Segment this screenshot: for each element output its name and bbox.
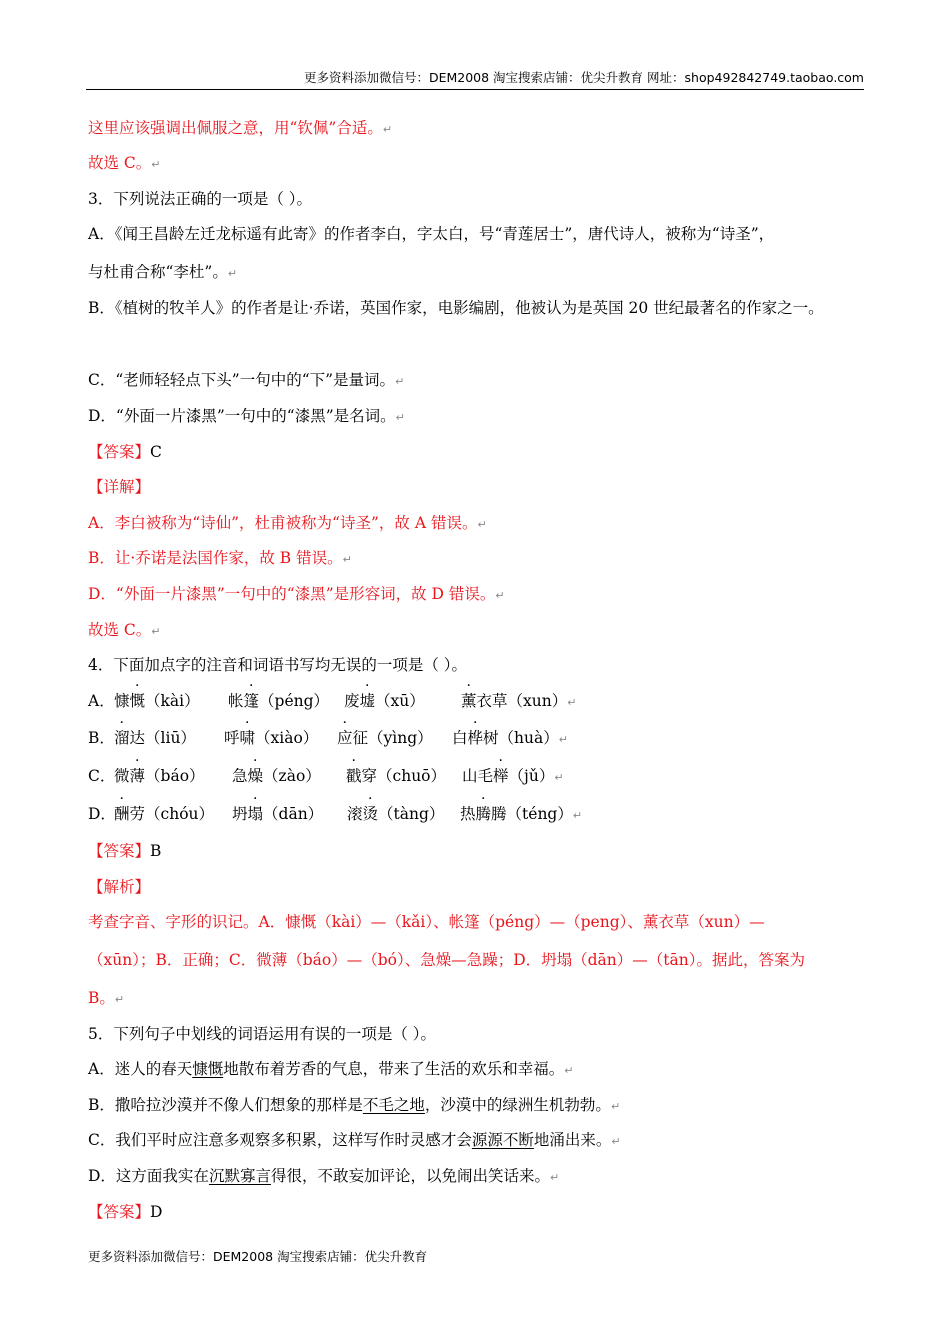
page-header: 更多资料添加微信号：DEM2008 淘宝搜索店铺：优尖升教育 网址：shop492842749.taobao.com — [86, 68, 864, 90]
q4-analysis-line-2: （xūn）；B．正确；C．微薄（báo）—（bó）、急燥—急躁；D．坍塌（dān）—（tān）。据此，答案为 — [88, 951, 805, 969]
q5-option-d: D．这方面我实在沉默寡言得很，不敢妄加评论，以免闹出笑话来。↵ — [88, 1167, 560, 1185]
q4-analysis-line-3: B。↵ — [88, 989, 125, 1007]
q4-analysis-line-1: 考查字音、字形的识记。A．慷慨（kài）—（kǎi）、帐篷（péng）—（peng）、薰衣草（xun）— — [88, 913, 765, 931]
q3-detail-b: B．让·乔诺是法国作家，故 B 错误。↵ — [88, 549, 352, 567]
q4-option-b: B． 溜达（liū） 呼啸（xiào） 应征（yìng） 白桦树（huà）↵ — [88, 729, 568, 747]
q3-option-d: D．“外面一片漆黑”一句中的“漆黑”是名词。↵ — [88, 407, 405, 425]
q5-answer: 【答案】D — [88, 1203, 163, 1221]
q3-option-c: C．“老师轻轻点下头”一句中的“下”是量词。↵ — [88, 371, 405, 389]
question-4: 4．下面加点字的注音和词语书写均无误的一项是（ ）。 — [88, 656, 468, 674]
question-5: 5．下列句子中划线的词语运用有误的一项是（ ）。 — [88, 1025, 437, 1043]
q4-option-d: D． 酬劳（chóu） 坍塌（dān） 滚烫（tàng） 热腾腾（téng）↵ — [88, 805, 583, 823]
question-3: 3．下列说法正确的一项是（ ）。 — [88, 190, 313, 208]
q4-option-a: A． 慷慨（kài） 帐篷（péng） 废墟（xū） 薰衣草（xun）↵ — [88, 692, 577, 710]
q5-option-a: A．迷人的春天慷慨地散布着芳香的气息，带来了生活的欢乐和幸福。↵ — [88, 1060, 574, 1078]
q3-detail-tag: 【详解】 — [88, 478, 151, 496]
q3-answer: 【答案】C — [88, 443, 162, 461]
q5-option-b: B．撒哈拉沙漠并不像人们想象的那样是不毛之地，沙漠中的绿洲生机勃勃。↵ — [88, 1096, 621, 1114]
page-footer: 更多资料添加微信号：DEM2008 淘宝搜索店铺：优尖升教育 — [88, 1249, 428, 1264]
q4-analysis-tag: 【解析】 — [88, 878, 151, 896]
q3-detail-a: A．李白被称为“诗仙”，杜甫被称为“诗圣”，故 A 错误。↵ — [88, 514, 487, 532]
q3-detail-d: D．“外面一片漆黑”一句中的“漆黑”是形容词，故 D 错误。↵ — [88, 585, 505, 603]
q3-option-a-cont: 与杜甫合称“李杜”。↵ — [88, 263, 238, 281]
explanation-line: 这里应该强调出佩服之意，用“钦佩”合适。↵ — [88, 119, 393, 137]
conclusion-line: 故选 C。↵ — [88, 154, 161, 172]
q4-option-c: C． 微薄（báo） 急燥（zào） 戳穿（chuō） 山毛榉（jǔ）↵ — [88, 767, 564, 785]
q5-option-c: C．我们平时应注意多观察多积累，这样写作时灵感才会源源不断地涌出来。↵ — [88, 1131, 621, 1149]
q4-answer: 【答案】B — [88, 842, 162, 860]
q3-option-a: A．《闻王昌龄左迁龙标遥有此寄》的作者李白，字太白，号“青莲居士”，唐代诗人，被称为“诗圣”， — [88, 225, 775, 243]
q3-option-b: B．《植树的牧羊人》的作者是让·乔诺，英国作家，电影编剧，他被认为是英国 20 世纪最著名的作家之一。 — [88, 299, 824, 317]
q3-detail-end: 故选 C。↵ — [88, 621, 161, 639]
